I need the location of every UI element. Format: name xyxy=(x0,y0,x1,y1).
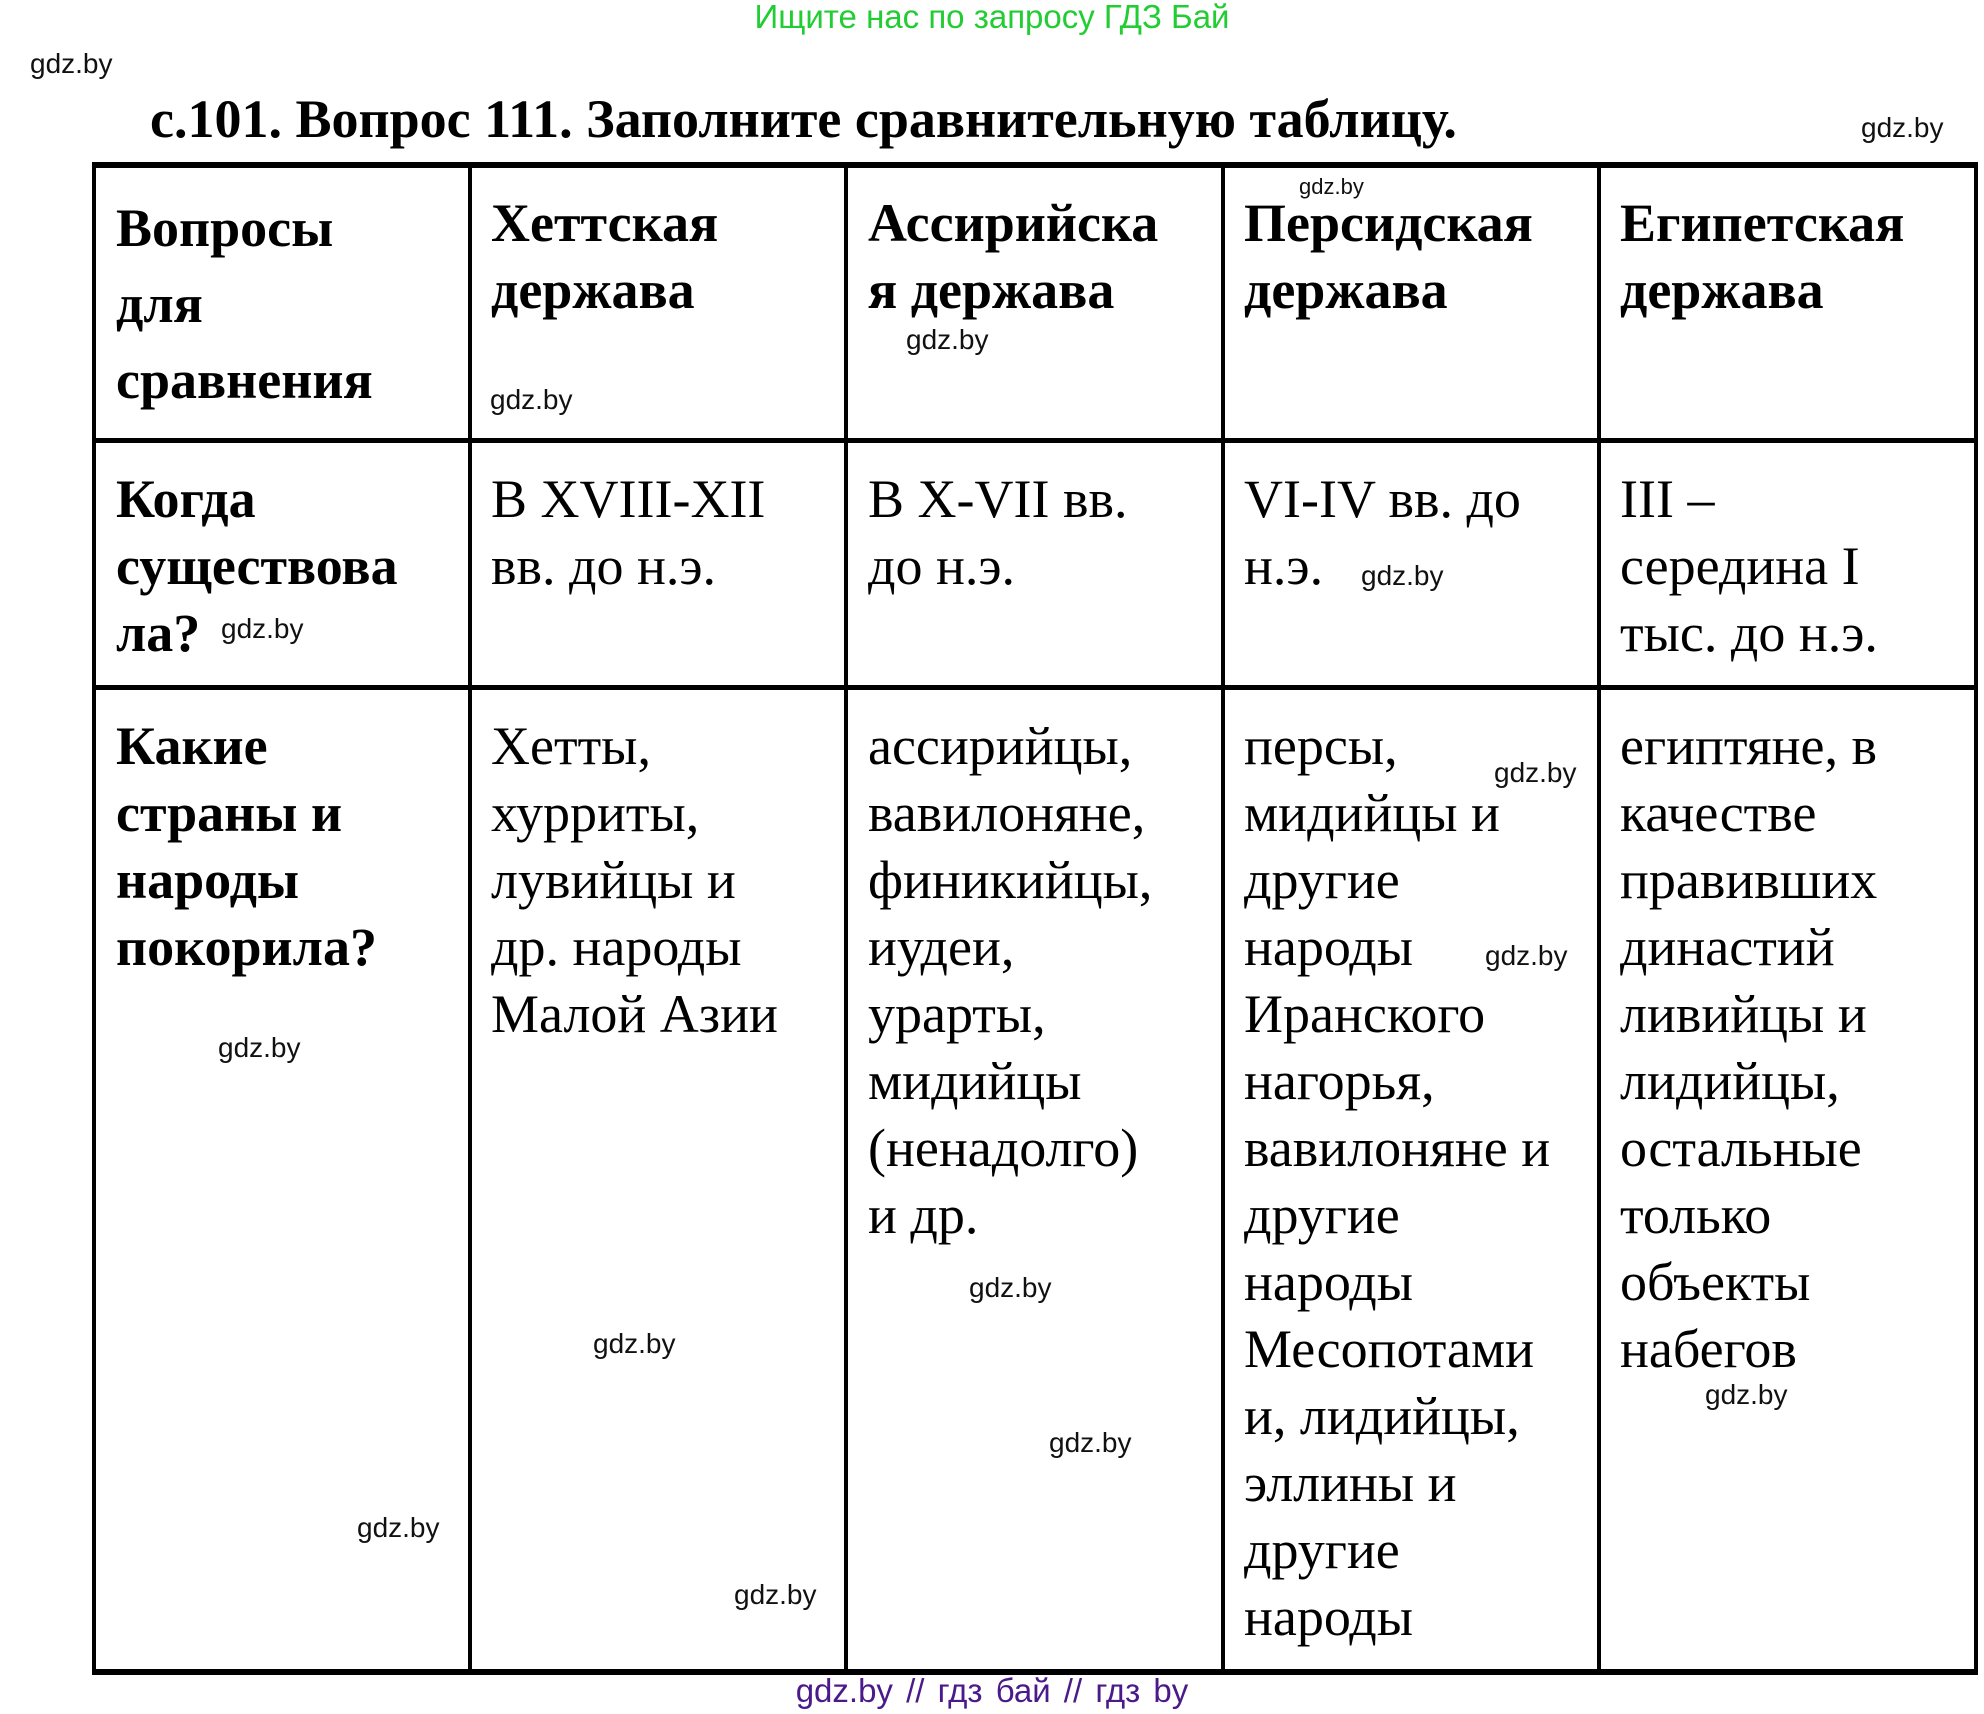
cell-conquered-hittite: Хетты, хурриты, лувийцы и др. народы Малой Азии xyxy=(491,716,778,1044)
page-title: с.101. Вопрос 111. Заполните сравнительную таблицу. xyxy=(150,89,1457,149)
watermark: gdz.by xyxy=(218,1032,301,1063)
watermark: gdz.by xyxy=(1485,940,1568,971)
search-banner: Ищите нас по запросу ГДЗ Бай xyxy=(754,0,1230,35)
watermark: gdz.by xyxy=(357,1512,440,1543)
table-divider xyxy=(92,438,1978,443)
row-when-label: Когда существова ла? xyxy=(116,469,398,663)
table-divider xyxy=(468,162,472,1675)
table-border-top xyxy=(92,162,1978,168)
header-egypt: Египетская держава xyxy=(1620,193,1905,320)
watermark: gdz.by xyxy=(1494,757,1577,788)
watermark: gdz.by xyxy=(1861,112,1944,143)
cell-when-assyria: В X-VII вв. до н.э. xyxy=(868,469,1128,596)
watermark: gdz.by xyxy=(969,1272,1052,1303)
watermark: gdz.by xyxy=(490,384,573,415)
watermark: gdz.by xyxy=(30,48,113,79)
cell-conquered-assyria: ассирийцы, вавилоняне, финикийцы, иудеи, урарты, мидийцы (ненадолго) и др. xyxy=(868,716,1153,1245)
cell-conquered-egypt: египтяне, в качестве правивших династий ливийцы и лидийцы, остальные только объекты набегов xyxy=(1620,716,1878,1379)
watermark: gdz.by xyxy=(906,324,989,355)
watermark: gdz.by xyxy=(221,613,304,644)
watermark: gdz.by xyxy=(593,1328,676,1359)
table-divider xyxy=(1221,162,1225,1675)
watermark: gdz.by xyxy=(1705,1379,1788,1410)
table-divider xyxy=(92,685,1978,690)
header-hittite: Хеттская держава xyxy=(491,193,719,320)
watermark: gdz.by xyxy=(1299,174,1364,199)
cell-when-egypt: III – середина I тыс. до н.э. xyxy=(1620,469,1878,663)
table-border-right xyxy=(1974,162,1978,1675)
header-persia: Персидская держава xyxy=(1244,193,1533,320)
table-border-left xyxy=(92,162,96,1675)
table-divider xyxy=(844,162,848,1675)
watermark: gdz.by xyxy=(1049,1427,1132,1458)
cell-when-persia: VI-IV вв. до н.э. xyxy=(1244,469,1521,596)
table-divider xyxy=(1597,162,1601,1675)
watermark: gdz.by xyxy=(734,1579,817,1610)
watermark: gdz.by xyxy=(1361,560,1444,591)
row-conquered-label: Какие страны и народы покорила? xyxy=(116,716,377,977)
header-questions: Вопросы для сравнения xyxy=(116,198,373,410)
footer-banner: gdz.by // гдз бай // гдз by xyxy=(795,1672,1189,1709)
cell-when-hittite: В XVIII-XII вв. до н.э. xyxy=(491,469,766,596)
cell-conquered-persia: персы, мидийцы и другие народы Иранского нагорья, вавилоняне и другие народы Месопотами и, лидийцы, эллины и другие народы xyxy=(1244,716,1551,1647)
header-assyria: Ассирийска я держава xyxy=(868,193,1159,320)
